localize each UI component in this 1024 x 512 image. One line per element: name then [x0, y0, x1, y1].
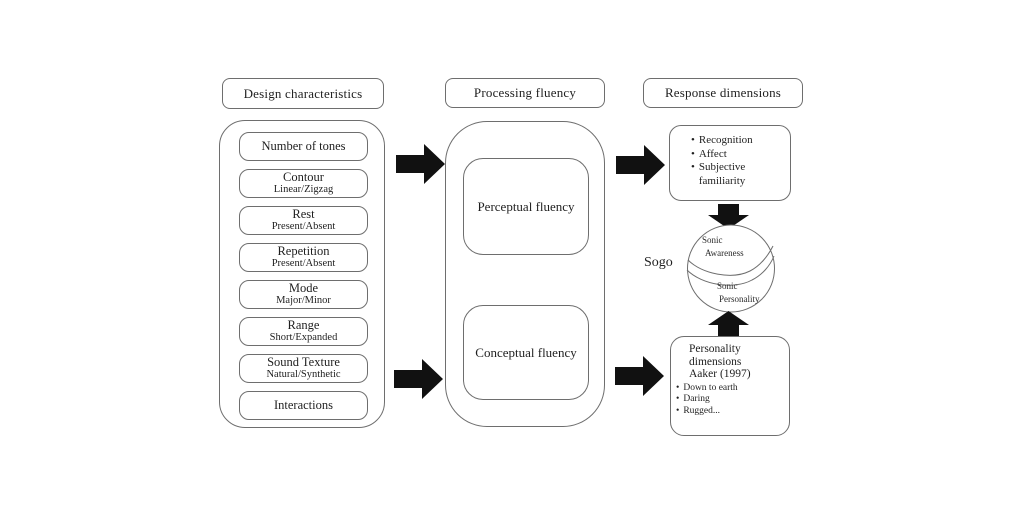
response-dimensions-header-label: Response dimensions	[664, 85, 782, 100]
design-item-title: Repetition	[277, 244, 330, 258]
personality-bullet-label: Down to earth	[683, 382, 738, 393]
arrow-right-icon	[615, 355, 665, 397]
design-item-subtitle: Major/Minor	[276, 295, 331, 306]
list-item	[676, 394, 785, 406]
response-dimensions-header	[643, 78, 803, 108]
processing-fluency-header-label: Processing fluency	[473, 85, 577, 100]
list-item	[691, 148, 786, 162]
response-dimensions-box	[669, 125, 791, 201]
personality-bullet-label: Rugged...	[683, 405, 721, 416]
design-item-subtitle: Natural/Synthetic	[266, 369, 341, 380]
sogo-label-text: Sogo	[644, 255, 673, 270]
design-item-repetition	[239, 243, 368, 272]
design-item-contour	[239, 169, 368, 198]
design-item-number-of-tones	[239, 132, 368, 161]
bullet-dot: •	[691, 134, 695, 146]
sogo-label	[644, 255, 673, 271]
design-item-title: Interactions	[273, 398, 333, 412]
design-item-subtitle: Present/Absent	[271, 221, 336, 232]
response-bullet-label: Recognition	[698, 134, 753, 146]
list-item	[691, 161, 786, 188]
list-item	[676, 406, 785, 418]
design-item-title: Mode	[288, 281, 319, 295]
perceptual-fluency-label: Perceptual fluency	[477, 198, 575, 214]
design-characteristics-container	[219, 120, 385, 428]
design-item-sound-texture	[239, 354, 368, 383]
response-bullet-label: Affect	[698, 147, 727, 160]
perceptual-fluency-box	[463, 158, 589, 255]
sonic-personality-line1: Sonic	[717, 281, 738, 291]
personality-bullet-label: Daring	[683, 394, 710, 404]
design-item-range	[239, 317, 368, 346]
personality-bullet-list	[676, 383, 785, 418]
design-item-subtitle: Short/Expanded	[269, 332, 338, 343]
list-item	[691, 134, 786, 148]
response-bullet-list	[691, 134, 786, 188]
design-item-title: Rest	[292, 207, 315, 221]
design-item-title: Sound Texture	[267, 355, 340, 369]
design-item-rest	[239, 206, 368, 235]
sogo-circle-graphic	[686, 224, 776, 314]
arrow-right-icon	[616, 144, 666, 186]
design-item-title: Range	[287, 318, 320, 332]
bullet-dot: •	[676, 382, 680, 393]
list-item	[676, 383, 785, 395]
sogo-circle	[686, 224, 776, 319]
bullet-dot: •	[691, 147, 695, 160]
arrow-right-icon	[394, 358, 444, 400]
personality-box-title-line3: Aaker (1997)	[689, 368, 751, 380]
design-item-subtitle: Present/Absent	[271, 258, 336, 269]
personality-dimensions-box	[670, 336, 790, 436]
sonic-personality-line2: Personality	[719, 294, 760, 304]
personality-box-title-line1: Personality	[689, 343, 741, 355]
processing-fluency-header	[445, 78, 605, 108]
design-item-mode	[239, 280, 368, 309]
arrow-up-icon	[706, 310, 751, 336]
bullet-dot: •	[691, 161, 695, 173]
conceptual-fluency-box	[463, 305, 589, 400]
design-item-title: Number of tones	[261, 139, 346, 153]
design-item-title: Contour	[283, 170, 324, 184]
conceptual-fluency-label: Conceptual fluency	[475, 344, 577, 360]
sonic-awareness-line1: Sonic	[702, 235, 723, 245]
bullet-dot: •	[676, 405, 680, 416]
bullet-dot: •	[676, 394, 680, 404]
design-item-subtitle: Linear/Zigzag	[273, 184, 334, 195]
design-characteristics-header	[222, 78, 384, 109]
design-item-interactions	[239, 391, 368, 420]
sonic-awareness-line2: Awareness	[705, 248, 744, 258]
arrow-right-icon	[396, 143, 446, 185]
personality-box-title-line2: dimensions	[689, 355, 742, 368]
design-characteristics-header-label: Design characteristics	[243, 85, 363, 101]
response-bullet-label: Subjective familiarity	[698, 161, 746, 187]
